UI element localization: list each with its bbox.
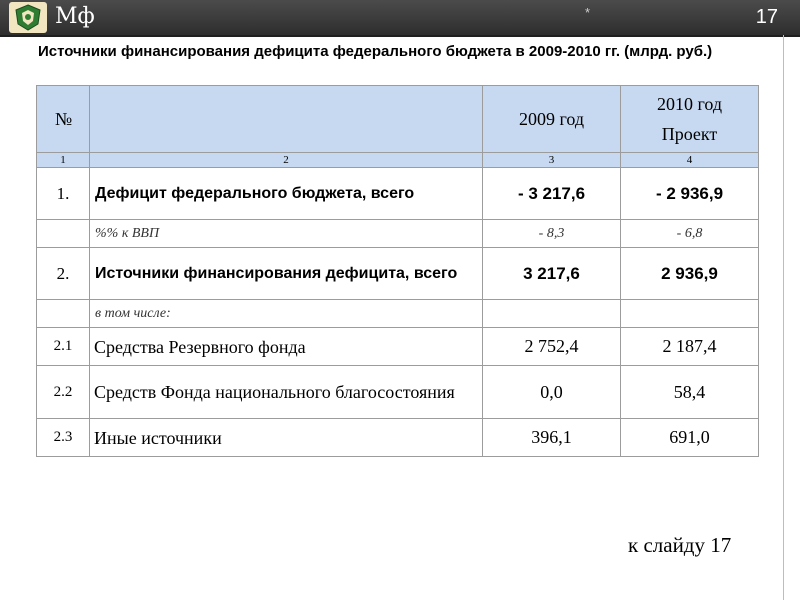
row-label: Средства Резервного фонда: [90, 328, 483, 366]
row-label: Источники финансирования дефицита, всего: [90, 248, 483, 300]
value-2009: - 3 217,6: [483, 168, 621, 220]
value-2010: [621, 300, 759, 328]
value-2010: - 6,8: [621, 220, 759, 248]
value-2009: - 8,3: [483, 220, 621, 248]
table-header-row: [37, 86, 759, 153]
value-2010: 691,0: [621, 419, 759, 457]
budget-table: [36, 85, 759, 457]
table-row: [37, 248, 759, 300]
table-row: [37, 300, 759, 328]
brand-label: Мф: [55, 4, 95, 29]
header-2010-note: Проект: [661, 124, 718, 144]
emblem-icon: [9, 2, 47, 33]
column-number: 3: [483, 153, 621, 168]
value-2010: 2 936,9: [621, 248, 759, 300]
column-number: 1: [37, 153, 90, 168]
row-number: [37, 220, 90, 248]
value-2009: 0,0: [483, 366, 621, 419]
row-number: 2.1: [37, 328, 90, 366]
row-label: Иные источники: [90, 419, 483, 457]
value-2010: 58,4: [621, 366, 759, 419]
value-2010: - 2 936,9: [621, 168, 759, 220]
header-2009: 2009 год: [483, 86, 621, 153]
row-number: 1.: [37, 168, 90, 220]
row-number: 2.2: [37, 366, 90, 419]
row-number: 2.3: [37, 419, 90, 457]
row-label: Средств Фонда национального благосостояния: [90, 366, 483, 419]
header-2010-year: 2010 год: [656, 94, 723, 114]
table-row: [37, 328, 759, 366]
top-banner: [0, 0, 800, 37]
slide-number: 17: [755, 6, 778, 28]
value-2009: 3 217,6: [483, 248, 621, 300]
value-2009: [483, 300, 621, 328]
value-2009: 2 752,4: [483, 328, 621, 366]
row-number: [37, 300, 90, 328]
header-label: [90, 86, 483, 153]
column-number: 4: [621, 153, 759, 168]
row-label: %% к ВВП: [90, 220, 483, 248]
column-number: 2: [90, 153, 483, 168]
slide-marker: *: [585, 5, 591, 20]
column-numbers-row: [37, 153, 759, 168]
right-divider: [783, 35, 784, 600]
row-label: Дефицит федерального бюджета, всего: [90, 168, 483, 220]
slide-title: Источники финансирования дефицита федерального бюджета в 2009-2010 гг. (млрд. руб.): [38, 43, 713, 60]
table-row: [37, 419, 759, 457]
header-2010: [621, 86, 759, 153]
table-row: [37, 366, 759, 419]
value-2009: 396,1: [483, 419, 621, 457]
table-row: [37, 220, 759, 248]
header-number: №: [37, 86, 90, 153]
row-label: в том числе:: [90, 300, 483, 328]
value-2010: 2 187,4: [621, 328, 759, 366]
slide-link-note: к слайду 17: [628, 533, 732, 557]
table-row: [37, 168, 759, 220]
row-number: 2.: [37, 248, 90, 300]
